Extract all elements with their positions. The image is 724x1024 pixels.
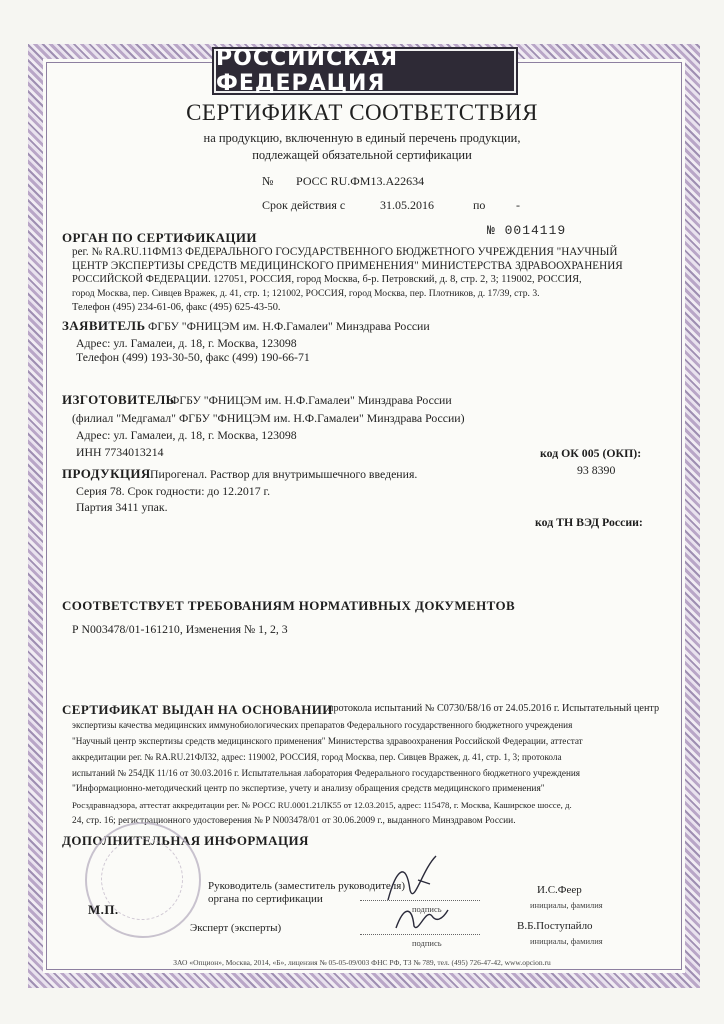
certifying-body-line: город Москва, пер. Сивцев Вражек, д. 41, стр. 1; 121002, РОССИЯ, город Москва, пер. Плотников, д. 17/39, стр. 3. bbox=[72, 288, 540, 299]
stamp-place-label: М.П. bbox=[88, 902, 119, 917]
blank-number: № 0014119 bbox=[487, 223, 567, 238]
official-seal-image bbox=[85, 822, 201, 938]
manufacturer-address: Адрес: ул. Гамалеи, д. 18, г. Москва, 123098 bbox=[76, 428, 297, 442]
basis-line: протокола испытаний № С0730/Б8/16 от 24.05.2016 г. Испытательный центр bbox=[328, 703, 660, 714]
product-series: Серия 78. Срок годности: до 12.2017 г. bbox=[76, 484, 271, 498]
head-signatory-name: И.С.Феер bbox=[537, 884, 582, 896]
reg-number-label: № bbox=[262, 174, 274, 188]
basis-line: "Научный центр экспертизы средств медицинского применения" Министерства здравоохранения Российской Федерации, аттестат bbox=[72, 736, 583, 746]
manufacturer-heading: ИЗГОТОВИТЕЛЬ bbox=[62, 392, 175, 407]
subtitle-line-2: подлежащей обязательной сертификации bbox=[252, 148, 472, 162]
basis-line: 24, стр. 16; регистрационного удостоверения № Р N003478/01 от 30.06.2009 г., выданного Минздравом России. bbox=[72, 816, 516, 826]
tnved-code-label: код ТН ВЭД России: bbox=[535, 515, 643, 529]
subtitle-line-1: на продукцию, включенную в единый перечень продукции, bbox=[203, 131, 521, 145]
certifying-body-heading: ОРГАН ПО СЕРТИФИКАЦИИ bbox=[62, 230, 257, 245]
certifying-body-line: рег. № RA.RU.11ФМ13 ФЕДЕРАЛЬНОГО ГОСУДАРСТВЕННОГО БЮДЖЕТНОГО УЧРЕЖДЕНИЯ "НАУЧНЫЙ bbox=[72, 246, 618, 258]
signature-caption: подпись bbox=[412, 904, 442, 914]
validity-from: 31.05.2016 bbox=[380, 198, 434, 212]
normative-document: Р N003478/01-161210, Изменения № 1, 2, 3 bbox=[72, 622, 288, 636]
okp-code-label: код ОК 005 (ОКП): bbox=[540, 446, 642, 460]
applicant-address: Адрес: ул. Гамалеи, д. 18, г. Москва, 123098 bbox=[76, 336, 297, 350]
name-caption: инициалы, фамилия bbox=[530, 936, 603, 946]
printer-footer: ЗАО «Опцион», Москва, 2014, «Б», лицензия № 05-05-09/003 ФНС РФ, ТЗ № 789, тел. (495) 726-47-42, www.opcion.ru bbox=[173, 958, 551, 967]
validity-to-label: по bbox=[473, 198, 486, 212]
basis-line: испытаний № 254ДК 11/16 от 30.03.2016 г. Испытательная лаборатория Федерального государственного бюджетного учреждения bbox=[72, 768, 581, 778]
basis-line: аккредитации рег. № RA.RU.21ФЛ32, адрес: 119002, РОССИЯ, город Москва, пер. Сивцев Вражек, д. 41, стр. 1, 3; протокола bbox=[72, 752, 562, 762]
applicant-heading: ЗАЯВИТЕЛЬ bbox=[62, 318, 146, 333]
okp-code-value: 93 8390 bbox=[577, 463, 616, 477]
country-banner: РОССИЙСКАЯ ФЕДЕРАЦИЯ bbox=[214, 49, 516, 93]
certifying-body-line: Телефон (495) 234-61-06, факс (495) 625-43-50. bbox=[72, 302, 281, 313]
basis-line: Росздравнадзора, аттестат аккредитации рег. № РОСС RU.0001.21ЛК55 от 12.03.2015, адрес: 115478, г. Москва, Каширское шоссе, д. bbox=[72, 800, 572, 810]
head-signatory-label: Руководитель (заместитель руководителя) bbox=[208, 880, 405, 892]
expert-handwritten-signature bbox=[392, 898, 452, 938]
manufacturer-name: ФГБУ "ФНИЦЭМ им. Н.Ф.Гамалеи" Минздрава России bbox=[170, 393, 452, 407]
certifying-body-line: РОССИЙСКОЙ ФЕДЕРАЦИИ. 127051, РОССИЯ, город Москва, б-р. Петровский, д. 8, стр. 2, 3; 119002, РОССИЯ, bbox=[72, 274, 582, 285]
applicant-phone: Телефон (499) 193-30-50, факс (499) 190-66-71 bbox=[76, 350, 310, 364]
conformity-heading: СООТВЕТСТВУЕТ ТРЕБОВАНИЯМ НОРМАТИВНЫХ ДОКУМЕНТОВ bbox=[62, 598, 516, 613]
certifying-body-line: ЦЕНТР ЭКСПЕРТИЗЫ СРЕДСТВ МЕДИЦИНСКОГО ПРИМЕНЕНИЯ" МИНИСТЕРСТВА ЗДРАВООХРАНЕНИЯ bbox=[72, 260, 623, 272]
basis-line: "Информационно-методический центр по экспертизе, учету и анализу обращения средств медицинского применения" bbox=[72, 784, 545, 794]
expert-label: Эксперт (эксперты) bbox=[190, 922, 282, 934]
page-title: СЕРТИФИКАТ СООТВЕТСТВИЯ bbox=[186, 100, 538, 125]
additional-info-heading: ДОПОЛНИТЕЛЬНАЯ ИНФОРМАЦИЯ bbox=[62, 833, 309, 848]
head-signatory-label: органа по сертификации bbox=[208, 893, 323, 905]
name-caption: инициалы, фамилия bbox=[530, 900, 603, 910]
validity-label: Срок действия с bbox=[262, 198, 346, 212]
basis-line: экспертизы качества медицинских иммунобиологических препаратов Федерального государственного бюджетного учреждения bbox=[72, 720, 573, 730]
manufacturer-branch: (филиал "Медгамал" ФГБУ "ФНИЦЭМ им. Н.Ф.Гамалеи" Минздрава России) bbox=[72, 411, 465, 425]
validity-to: - bbox=[516, 198, 520, 212]
product-batch: Партия 3411 упак. bbox=[76, 500, 168, 514]
applicant-name: ФГБУ "ФНИЦЭМ им. Н.Ф.Гамалеи" Минздрава России bbox=[148, 319, 430, 333]
manufacturer-inn: ИНН 7734013214 bbox=[76, 445, 164, 459]
product-name: Пирогенал. Раствор для внутримышечного введения. bbox=[150, 467, 418, 481]
signature-caption: подпись bbox=[412, 938, 442, 948]
product-heading: ПРОДУКЦИЯ bbox=[62, 466, 151, 481]
basis-heading: СЕРТИФИКАТ ВЫДАН НА ОСНОВАНИИ bbox=[62, 702, 333, 717]
reg-number-value: РОСС RU.ФМ13.А22634 bbox=[296, 174, 425, 188]
expert-name: В.Б.Поступайло bbox=[517, 920, 593, 932]
